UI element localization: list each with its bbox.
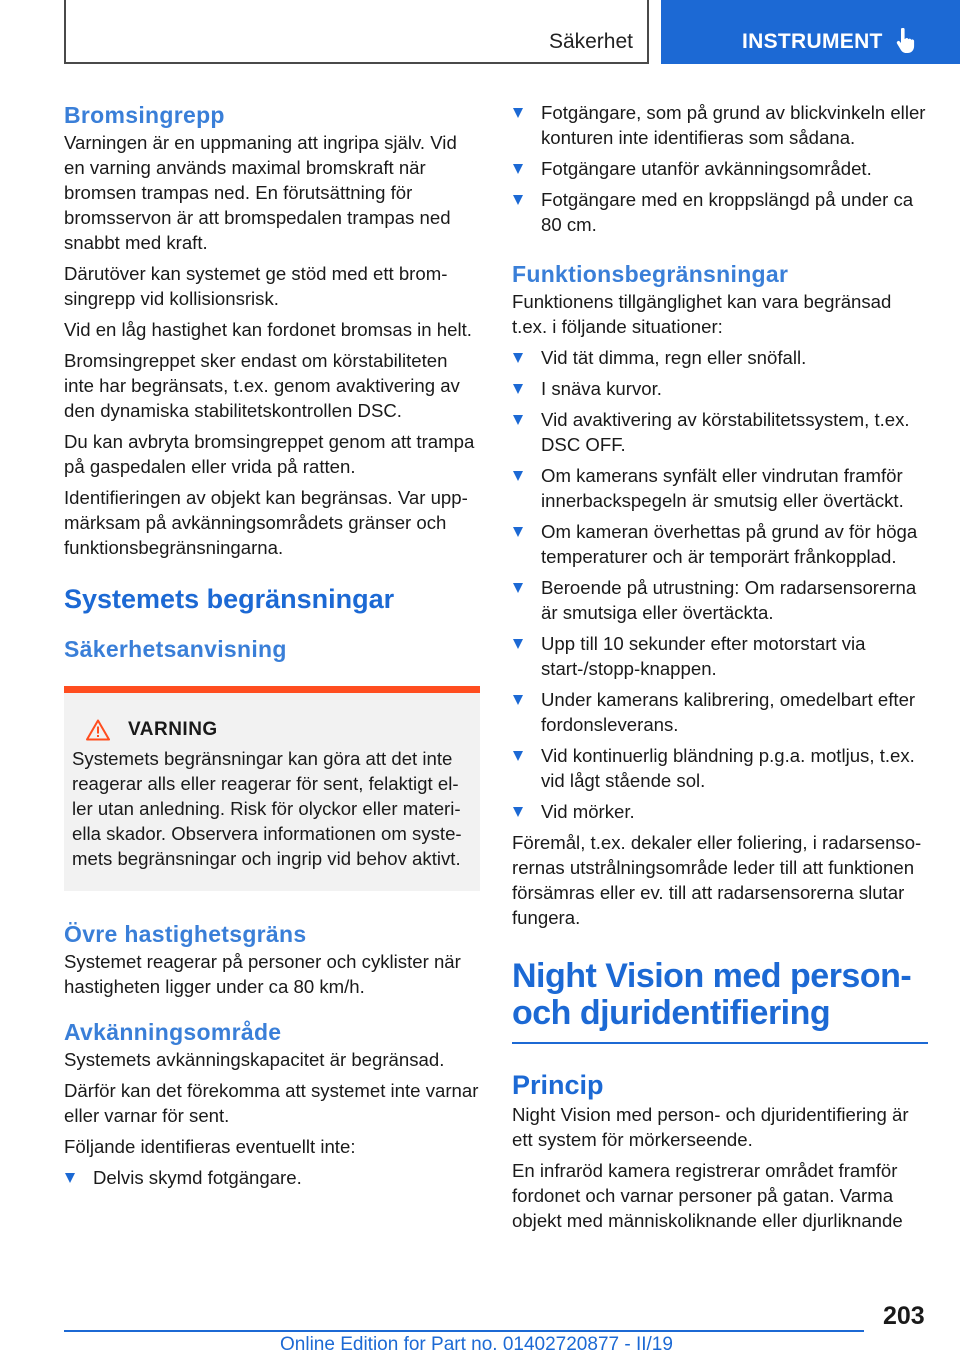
paragraph: En infraröd kamera registrerar området framför fordonet och varnar personer på gatan. Varma objekt med människoliknande eller djurliknande	[512, 1160, 903, 1231]
heading-systemets-begransningar: Systemets begränsningar	[64, 584, 395, 614]
paragraph: Föremål, t.ex. dekaler eller foliering, i radarsensorernas utstrålningsområde leder till att funktionen försämras eller ev. till att radarsensorerna slutar fungera.	[512, 832, 922, 928]
warning-text: Systemets begränsningar kan göra att det inte reagerar alls eller reagerar för sent, felaktigt eller utan anledning. Risk för olyckor eller materiella skador. Observera informationen om systemets begränsningar och ingrip vid behov aktivt.	[72, 748, 462, 869]
heading-princip: Princip	[512, 1070, 604, 1100]
list-item: Om kamerans synfält eller vindrutan framför innerbackspegeln är smutsig eller övertäckt.	[512, 463, 928, 513]
bullet-triangle-icon	[513, 195, 523, 205]
heading-sakerhetsanvisning: Säkerhetsanvisning	[64, 636, 287, 662]
paragraph: Vid en låg hastighet kan fordonet bromsas in helt.	[64, 319, 472, 340]
header-section-label: Säkerhet	[548, 30, 633, 53]
list-item: Upp till 10 sekunder efter motorstart via start-/stopp-knappen.	[512, 631, 928, 681]
heading-funktionsbegransningar: Funktionsbegränsningar	[512, 261, 789, 287]
heading-bromsingrepp: Bromsingrepp	[64, 102, 225, 128]
list-item: Vid kontinuerlig bländning p.g.a. motljus, t.ex. vid lågt stående sol.	[512, 743, 928, 793]
pointing-hand-icon	[896, 28, 918, 54]
heading-night-vision	[512, 958, 928, 1032]
list-item: Fotgängare utanför avkänningsområdet.	[512, 156, 928, 181]
bullet-triangle-icon	[513, 353, 523, 363]
list-item: Beroende på utrustning: Om radarsensorerna är smutsiga eller övertäckta.	[512, 575, 928, 625]
bullet-triangle-icon	[513, 164, 523, 174]
header-chapter-tab	[661, 0, 960, 64]
paragraph: Funktionens tillgänglighet kan vara begränsad t.ex. i följande situationer:	[512, 291, 892, 337]
bullet-triangle-icon	[513, 639, 523, 649]
paragraph: Systemet reagerar på personer och cyklister när hastigheten ligger under ca 80 km/h.	[64, 951, 461, 997]
paragraph: Night Vision med person- och djuridentifiering är ett system för mörkerseende.	[512, 1104, 909, 1150]
bullet-triangle-icon	[65, 1173, 75, 1183]
bullet-triangle-icon	[513, 527, 523, 537]
list-item: Under kamerans kalibrering, omedelbart efter fordonsleverans.	[512, 687, 928, 737]
list-item: Vid tät dimma, regn eller snöfall.	[512, 345, 928, 370]
list-item: Delvis skymd fotgängare.	[64, 1165, 480, 1190]
right-column	[512, 100, 928, 1239]
list-item: Om kameran överhettas på grund av för höga temperaturer och är temporärt frånkopplad.	[512, 519, 928, 569]
footer-edition: Online Edition for Part no. 01402720877 - II/19	[280, 1334, 673, 1355]
heading-avkanningsomrade: Avkänningsområde	[64, 1019, 282, 1045]
heading-night-vision-line2: och djuridentifiering	[512, 994, 831, 1032]
paragraph: Därutöver kan systemet ge stöd med ett bromsingrepp vid kollisionsrisk.	[64, 263, 448, 309]
paragraph: Systemets avkänningskapacitet är begränsad.	[64, 1049, 445, 1070]
footer-divider	[64, 1330, 864, 1332]
header-chapter-label: INSTRUMENT	[742, 30, 883, 53]
warning-title: VARNING	[128, 719, 218, 740]
list-item: Vid avaktivering av körstabilitetssystem, t.ex. DSC OFF.	[512, 407, 928, 457]
paragraph: Identifieringen av objekt kan begränsas. Var uppmärksam på avkänningsområdets gränser och funktionsbegränsningarna.	[64, 487, 468, 558]
warning-triangle-icon	[86, 719, 110, 741]
paragraph: Du kan avbryta bromsingreppet genom att trampa på gaspedalen eller vrida på ratten.	[64, 431, 475, 477]
paragraph: Därför kan det förekomma att systemet inte varnar eller varnar för sent.	[64, 1080, 479, 1126]
bullet-triangle-icon	[513, 471, 523, 481]
paragraph: Följande identifieras eventuellt inte:	[64, 1136, 356, 1157]
list-item: Vid mörker.	[512, 799, 928, 824]
bullet-triangle-icon	[513, 751, 523, 761]
bullet-triangle-icon	[513, 583, 523, 593]
paragraph: Bromsingreppet sker endast om körstabiliteten inte har begränsats, t.ex. genom avaktivering av den dynamiska stabilitetskontrollen DSC.	[64, 350, 460, 421]
heading-divider	[512, 1042, 928, 1044]
page-number: 203	[883, 1302, 925, 1330]
warning-box	[64, 686, 480, 891]
list-item: I snäva kurvor.	[512, 376, 928, 401]
bullet-triangle-icon	[513, 108, 523, 118]
heading-night-vision-line1: Night Vision med person-	[512, 957, 912, 995]
list-item: Fotgängare med en kroppslängd på under ca 80 cm.	[512, 187, 928, 237]
paragraph: Varningen är en uppmaning att ingripa själv. Vid en varning används maximal bromskraft när bromsen trampas ned. En förutsättning för bromsservon är att bromspedalen trampas ned snabbt med kraft.	[64, 132, 457, 253]
bullet-triangle-icon	[513, 807, 523, 817]
left-column	[64, 100, 480, 1196]
list-item: Fotgängare, som på grund av blickvinkeln eller konturen inte identifieras som sådana.	[512, 100, 928, 150]
bullet-triangle-icon	[513, 384, 523, 394]
heading-ovre-hastighetsgrans: Övre hastighetsgräns	[64, 921, 307, 947]
bullet-triangle-icon	[513, 695, 523, 705]
bullet-triangle-icon	[513, 415, 523, 425]
header-section-tab	[64, 0, 649, 64]
